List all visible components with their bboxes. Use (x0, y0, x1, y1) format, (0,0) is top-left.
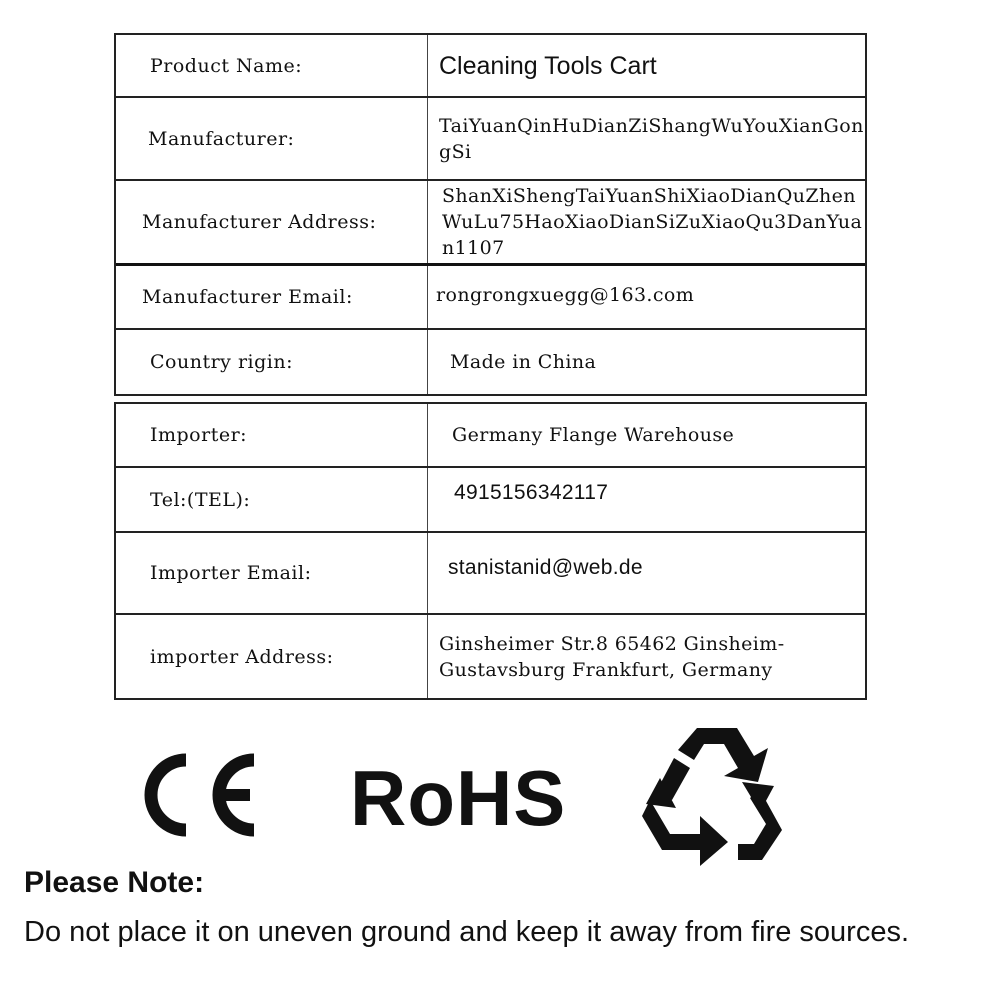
ce-mark-logo (134, 750, 264, 845)
importer-label: Importer: (116, 404, 428, 466)
country-origin-label: Country rigin: (116, 330, 428, 394)
manufacturer-label: Manufacturer: (116, 98, 428, 179)
tel-value: 4915156342117 (454, 481, 609, 504)
manufacturer-address-value: ShanXiShengTaiYuanShiXiaoDianQuZhenWuLu75HaoXiaoDianSiZuXiaoQu3DanYuan1107 (442, 185, 863, 259)
rohs-logo: RoHS (350, 754, 567, 842)
table-row-product-name (116, 35, 865, 98)
table-row-manufacturer-email (116, 266, 865, 330)
table-row-importer-email (116, 533, 865, 615)
manufacturer-email-label: Manufacturer Email: (116, 266, 428, 328)
manufacturer-info-table (114, 33, 867, 396)
importer-address-value: Ginsheimer Str.8 65462 Ginsheim-Gustavsburg Frankfurt, Germany (439, 632, 785, 681)
table-row-tel (116, 468, 865, 533)
table-row-importer-address (116, 615, 865, 698)
table-row-manufacturer-address (116, 181, 865, 266)
importer-value: Germany Flange Warehouse (452, 424, 735, 446)
table-row-importer (116, 404, 865, 468)
importer-address-label: importer Address: (116, 615, 428, 698)
table-row-country-origin (116, 330, 865, 394)
manufacturer-address-label: Manufacturer Address: (116, 181, 428, 263)
product-name-label: Product Name: (116, 35, 428, 96)
importer-email-label: Importer Email: (116, 533, 428, 613)
country-origin-value: Made in China (450, 351, 597, 373)
manufacturer-value: TaiYuanQinHuDianZiShangWuYouXianGongSi (439, 114, 864, 163)
table-row-manufacturer (116, 98, 865, 181)
importer-info-table (114, 402, 867, 700)
tel-label: Tel:(TEL): (116, 468, 428, 531)
manufacturer-email-value: rongrongxuegg@163.com (436, 284, 695, 306)
importer-email-value: stanistanid@web.de (448, 556, 643, 579)
certification-logos (0, 720, 982, 870)
product-name-value: Cleaning Tools Cart (439, 51, 657, 80)
note-title: Please Note: (24, 866, 205, 899)
note-text: Do not place it on uneven ground and keep it away from fire sources. (24, 916, 910, 948)
recycle-icon (642, 720, 792, 875)
